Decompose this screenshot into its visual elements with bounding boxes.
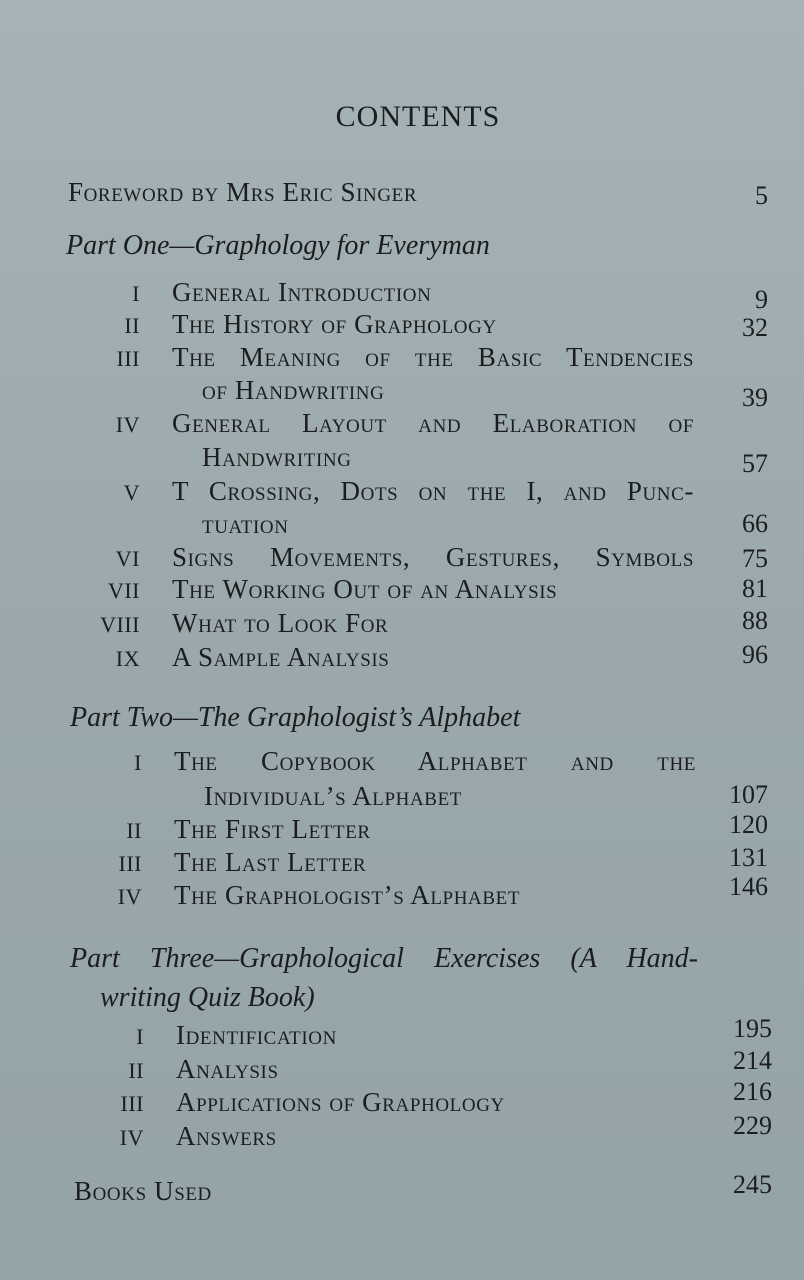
entry-title: The History of Graphology bbox=[172, 309, 497, 339]
entry-number: II bbox=[124, 313, 140, 338]
toc-entry-1-2 bbox=[80, 307, 768, 341]
entry-title: Signs Movements, Gestures, Symbols bbox=[172, 542, 694, 572]
toc-entry-2-3 bbox=[82, 845, 768, 879]
entry-number: V bbox=[123, 480, 140, 505]
entry-number: IV bbox=[115, 412, 140, 437]
entry-number: I bbox=[136, 1024, 144, 1049]
entry-title-continued: Handwriting bbox=[202, 442, 352, 472]
entry-title: The First Letter bbox=[174, 814, 371, 844]
entry-number: III bbox=[120, 1091, 144, 1116]
books-used-label: Books Used bbox=[74, 1176, 212, 1206]
entry-page: 96 bbox=[742, 640, 768, 669]
toc-entry-1-3 bbox=[80, 340, 768, 410]
entry-page: 39 bbox=[742, 383, 768, 412]
entry-title: The Working Out of an Analysis bbox=[172, 574, 558, 604]
toc-entry-1-5 bbox=[80, 474, 768, 544]
toc-entry-3-4 bbox=[84, 1111, 772, 1153]
entry-page: 120 bbox=[729, 810, 768, 839]
entry-number: IV bbox=[117, 884, 142, 909]
entry-title: Analysis bbox=[176, 1054, 279, 1084]
entry-page: 229 bbox=[733, 1111, 772, 1140]
entry-number: VIII bbox=[100, 612, 140, 637]
entry-number: I bbox=[132, 281, 140, 306]
entry-number: II bbox=[126, 818, 142, 843]
toc-entry-2-2 bbox=[82, 812, 768, 846]
foreword-label: Foreword by Mrs Eric Singer bbox=[68, 177, 418, 207]
entry-page: 75 bbox=[742, 544, 768, 573]
part-three-heading-continued: writing Quiz Book) bbox=[100, 982, 315, 1013]
toc-entry-1-6 bbox=[80, 540, 768, 574]
entry-page: 195 bbox=[733, 1014, 772, 1043]
foreword-page: 5 bbox=[755, 181, 768, 210]
toc-entry-3-2 bbox=[84, 1046, 772, 1086]
entry-title: The Copybook Alphabet and the bbox=[174, 746, 696, 776]
entry-title: The Last Letter bbox=[174, 847, 367, 877]
entry-title: General Layout and Elaboration of bbox=[172, 408, 694, 438]
entry-page: 32 bbox=[742, 313, 768, 342]
entry-page: 9 bbox=[755, 285, 768, 314]
books-used-entry bbox=[74, 1170, 772, 1208]
entry-page: 131 bbox=[729, 843, 768, 872]
toc-entry-1-9 bbox=[80, 640, 768, 674]
part-three-heading: Part Three—Graphological Exercises (A Hand- bbox=[70, 943, 698, 974]
entry-title-continued: tuation bbox=[202, 509, 289, 539]
entry-number: VI bbox=[115, 546, 140, 571]
toc-entry-2-1 bbox=[82, 744, 768, 814]
toc-entry-2-4 bbox=[82, 872, 768, 912]
page-title: CONTENTS bbox=[335, 100, 501, 133]
entry-title: T Crossing, Dots on the I, and Punc- bbox=[172, 476, 694, 506]
toc-entry-3-3 bbox=[84, 1077, 772, 1119]
entry-page: 107 bbox=[729, 780, 768, 809]
entry-title-continued: of Handwriting bbox=[202, 375, 385, 405]
entry-title: Identification bbox=[176, 1020, 337, 1050]
entry-title: The Graphologist’s Alphabet bbox=[174, 880, 521, 910]
entry-title: What to Look For bbox=[172, 608, 389, 638]
entry-title: Answers bbox=[176, 1121, 277, 1151]
entry-title: General Introduction bbox=[172, 277, 432, 307]
entry-number: II bbox=[128, 1058, 144, 1083]
entry-page: 216 bbox=[733, 1077, 772, 1106]
entry-title: Applications of Graphology bbox=[176, 1087, 505, 1117]
entry-number: VII bbox=[107, 578, 140, 603]
part-two-heading: Part Two—The Graphologist’s Alphabet bbox=[70, 702, 521, 733]
entry-page: 66 bbox=[742, 509, 768, 538]
entry-page: 146 bbox=[729, 872, 768, 901]
entry-number: IV bbox=[119, 1125, 144, 1150]
entry-number: III bbox=[118, 851, 142, 876]
entry-title-continued: Individual’s Alphabet bbox=[204, 781, 462, 811]
toc-entry-3-1 bbox=[84, 1014, 772, 1052]
entry-page: 88 bbox=[742, 606, 768, 635]
entry-page: 214 bbox=[733, 1046, 772, 1075]
entry-number: I bbox=[134, 750, 142, 775]
entry-number: III bbox=[116, 346, 140, 371]
books-used-page: 245 bbox=[733, 1170, 772, 1199]
entry-title: The Meaning of the Basic Tendencies bbox=[172, 342, 694, 372]
entry-page: 57 bbox=[742, 449, 768, 478]
foreword-entry bbox=[68, 175, 768, 209]
entry-title: A Sample Analysis bbox=[172, 642, 390, 672]
toc-entry-1-7 bbox=[80, 572, 768, 606]
part-one-heading: Part One—Graphology for Everyman bbox=[66, 230, 490, 261]
toc-entry-1-8 bbox=[80, 606, 768, 640]
toc-entry-1-1 bbox=[80, 275, 768, 314]
toc-entry-1-4 bbox=[80, 406, 768, 476]
entry-number: IX bbox=[115, 646, 140, 671]
entry-page: 81 bbox=[742, 574, 768, 603]
